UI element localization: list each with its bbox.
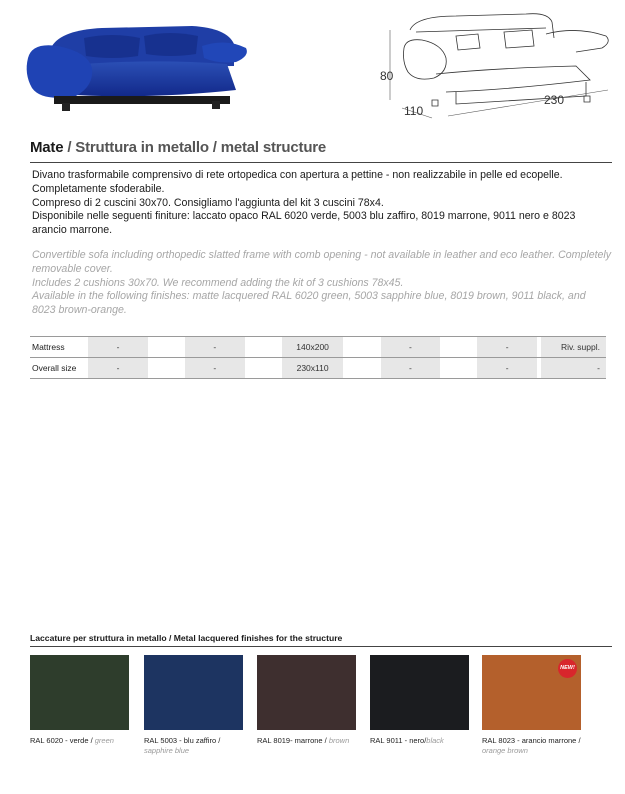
row-label: Overall size	[30, 358, 88, 379]
table-cell: -	[381, 358, 441, 379]
table-cell	[245, 358, 282, 379]
table-cell: -	[88, 337, 148, 358]
description-en-line: Available in the following finishes: matte lacquered RAL 6020 green, 5003 sapphire blue, 8019 brown, 9011 black, and 8023 brown-orange.	[32, 290, 586, 317]
swatch-black[interactable]	[370, 655, 469, 730]
swatch-sapphire-blue[interactable]	[144, 655, 243, 730]
description-italian	[32, 169, 612, 238]
table-cell	[440, 358, 477, 379]
swatch-label-en: brown	[328, 736, 350, 745]
swatch-label-it: RAL 9011 - nero/	[370, 736, 427, 745]
dimension-height: 80	[380, 69, 394, 83]
description-english	[32, 249, 612, 318]
swatch-label	[370, 736, 482, 746]
table-cell: -	[541, 358, 606, 379]
table-cell: -	[88, 358, 148, 379]
finishes-divider	[30, 646, 612, 647]
swatch-label-it: RAL 8023 - arancio marrone /	[482, 736, 581, 745]
table-cell	[245, 337, 282, 358]
table-cell	[440, 337, 477, 358]
spec-table	[30, 336, 606, 379]
table-cell: Riv. suppl.	[541, 337, 606, 358]
description-it-line: Disponibile nelle seguenti finiture: laccato opaco RAL 6020 verde, 5003 blu zaffiro, 8019 marrone, 9011 nero e 8023 arancio marrone.	[32, 210, 576, 237]
title-divider	[30, 162, 612, 163]
product-structure: / Struttura in metallo / metal structure	[63, 139, 327, 156]
table-cell: -	[477, 358, 537, 379]
product-hero	[0, 0, 625, 130]
sofa-dimension-drawing	[376, 8, 616, 120]
swatch-green[interactable]	[30, 655, 129, 730]
table-cell: -	[381, 337, 441, 358]
table-cell: 230x110	[282, 358, 344, 379]
table-cell: 140x200	[282, 337, 344, 358]
table-cell: -	[185, 337, 245, 358]
finishes-heading: Laccature per struttura in metallo / Metal lacquered finishes for the structure	[30, 633, 343, 643]
table-cell	[343, 358, 380, 379]
sofa-photo	[22, 8, 250, 118]
table-row	[30, 337, 606, 358]
swatch-label-en: black	[426, 736, 444, 745]
description-it-line: Compreso di 2 cuscini 30x70. Consigliamo l'aggiunta del kit 3 cuscini 78x4.	[32, 196, 384, 209]
swatch-label	[482, 736, 594, 755]
swatch-label-en: sapphire blue	[144, 745, 190, 755]
description-en-line: Includes 2 cushions 30x70. We recommend adding the kit of 3 cushions 78x45.	[32, 276, 404, 289]
swatch-label	[144, 736, 256, 755]
product-title	[30, 139, 612, 156]
swatch-label	[30, 736, 142, 746]
table-cell: -	[477, 337, 537, 358]
swatch-label	[257, 736, 369, 746]
dimension-width: 230	[544, 93, 565, 107]
swatch-label-en: green	[94, 736, 114, 745]
table-cell	[148, 358, 185, 379]
table-cell	[343, 337, 380, 358]
table-cell	[148, 337, 185, 358]
row-label: Mattress	[30, 337, 88, 358]
product-name: Mate	[30, 139, 64, 156]
dimension-depth: 110	[404, 104, 424, 118]
table-row	[30, 358, 606, 379]
new-badge: NEW!	[558, 659, 577, 678]
swatch-label-it: RAL 5003 - blu zaffiro /	[144, 736, 221, 745]
swatch-label-it: RAL 8019- marrone /	[257, 736, 329, 745]
description-it-line: Completamente sfoderabile.	[32, 182, 165, 195]
swatch-brown[interactable]	[257, 655, 356, 730]
table-cell: -	[185, 358, 245, 379]
swatch-label-it: RAL 6020 - verde /	[30, 736, 95, 745]
description-it-line: Divano trasformabile comprensivo di rete ortopedica con apertura a pettine - non realizzabile in pelle ed ecopelle.	[32, 169, 563, 181]
swatch-label-en: orange brown	[482, 745, 528, 755]
description-en-line: Convertible sofa including orthopedic slatted frame with comb opening - not available in leather and eco leather. Completely removable cover.	[32, 249, 612, 275]
